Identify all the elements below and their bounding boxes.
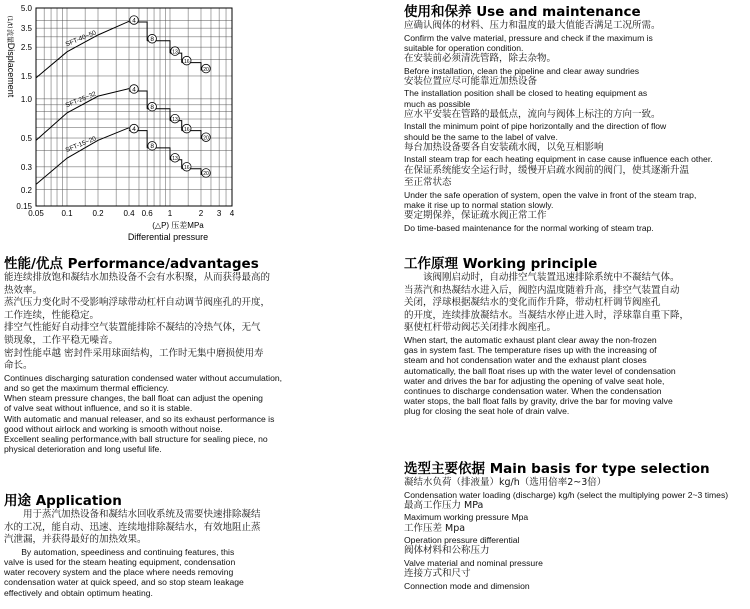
application-line: 汽泄漏，并获得最好的加热效果。 bbox=[4, 534, 147, 546]
displacement-chart bbox=[0, 0, 250, 246]
selection-line: Connection mode and dimension bbox=[404, 580, 530, 591]
series-name-label: SFT-25~32 bbox=[64, 90, 98, 110]
performance-line: 命长。 bbox=[4, 360, 33, 372]
series-name-label: SFT-15~20 bbox=[64, 135, 98, 154]
use-maintenance-section bbox=[404, 4, 746, 233]
use-line: 安装位置应尽可能靠近加热设备 bbox=[404, 75, 538, 87]
y-axis-label-units: (1/t) bbox=[6, 15, 13, 29]
series-line bbox=[36, 21, 129, 78]
orifice-marker-label: 8 bbox=[150, 104, 154, 112]
performance-line: 热效率。 bbox=[4, 284, 43, 296]
performance-title: 性能/优点 Performance/advantages bbox=[4, 256, 259, 272]
performance-line: Excellent sealing performance,with ball structure for sealing piece, no bbox=[4, 433, 268, 444]
application-line: valve is used for the steam heating equipment, condensation bbox=[4, 556, 236, 567]
performance-line: Continues discharging saturation condensed water without accumulation, bbox=[4, 372, 283, 383]
use-line: Do time-based maintenance for the normal working of steam trap. bbox=[404, 222, 654, 233]
y-tick-label: 1.5 bbox=[20, 71, 32, 81]
use-line: make it rise up to normal station slowly. bbox=[404, 199, 554, 210]
performance-line: 锁现象，工作平稳无噪音。 bbox=[4, 334, 119, 346]
orifice-marker-label: 16 bbox=[183, 58, 190, 65]
y-tick-label: 0.2 bbox=[20, 185, 32, 195]
orifice-marker-label: 13 bbox=[172, 49, 178, 56]
marker-step-line bbox=[129, 91, 147, 109]
use-line: Confirm the valve material, pressure and check if the maximum is bbox=[404, 32, 653, 43]
orifice-marker-label: 8 bbox=[150, 143, 154, 151]
x-tick-label: 1 bbox=[167, 209, 173, 218]
y-axis-label-en: Displacement bbox=[6, 42, 16, 98]
x-axis-label-en: Differential pressure bbox=[127, 232, 209, 242]
orifice-marker-label: 4 bbox=[132, 125, 136, 133]
application-section bbox=[4, 493, 304, 598]
use-line: 至正常状态 bbox=[404, 177, 452, 189]
orifice-marker-label: 8 bbox=[150, 36, 154, 44]
application-line: effectively and obtain optimum heating. bbox=[4, 587, 153, 598]
y-tick-label: 0.3 bbox=[20, 162, 32, 172]
working-line: continues to discharge condensation water. When the condensation bbox=[404, 385, 662, 396]
orifice-marker-label: 4 bbox=[132, 17, 136, 25]
working-line: 的开度，连续排放凝结水。当凝结水停止进入时，浮球靠自重下降， bbox=[404, 309, 690, 321]
performance-line: When steam pressure changes, the ball float can adjust the opening bbox=[4, 393, 263, 404]
y-axis-label-zh: 流量 bbox=[6, 29, 14, 43]
orifice-marker-label: 20 bbox=[203, 171, 209, 178]
working-principle-section bbox=[404, 256, 746, 417]
use-line: should be the same to the label of valve. bbox=[404, 131, 558, 142]
performance-body bbox=[4, 272, 304, 454]
performance-line: and so get the maximum thermal efficiency. bbox=[4, 382, 169, 393]
performance-section bbox=[4, 256, 304, 454]
working-line: plug for closing the seat hole of drain valve. bbox=[404, 406, 570, 417]
use-maintenance-title: 使用和保养 Use and maintenance bbox=[404, 4, 641, 20]
working-line: 驱使杠杆带动阀芯关闭排水阀座孔。 bbox=[404, 322, 557, 334]
series-line bbox=[36, 128, 129, 185]
selection-line: Maximum working pressure Mpa bbox=[404, 512, 529, 523]
selection-line: Operation pressure differential bbox=[404, 535, 520, 546]
working-line: 关闭，浮球根据凝结水的变化而作升降，带动杠杆调节阀座孔 bbox=[404, 297, 661, 309]
type-selection-section bbox=[404, 461, 746, 591]
application-line: By automation, speediness and continuing features, this bbox=[4, 546, 235, 557]
use-line: Before installation, clean the pipeline and clear away sundries bbox=[404, 65, 640, 76]
working-line: steam and hot condensation water and the exhaust plant closes bbox=[404, 355, 647, 366]
orifice-marker-label: 16 bbox=[183, 126, 190, 133]
x-tick-label: 0.6 bbox=[141, 209, 153, 218]
orifice-marker-label: 4 bbox=[132, 86, 136, 94]
performance-line: 能连续排放饱和凝结水加热设备不会有水积聚，从而获得最高的 bbox=[4, 272, 271, 283]
working-line: water stops, the ball float falls by gravity, drive the bar for moving valve bbox=[404, 396, 673, 407]
series-name-label: SFT-40~50 bbox=[64, 29, 98, 49]
use-line: 每台加热设备要各自安装疏水阀，以免互相影响 bbox=[404, 141, 604, 153]
y-tick-label: 2.5 bbox=[20, 43, 32, 53]
selection-line: Condensation water loading (discharge) kg/h (select the multiplying power 2~3 times) bbox=[404, 489, 729, 500]
use-line: 应确认阀体的材料、压力和温度的最大值能否满足工况所需。 bbox=[404, 20, 661, 31]
performance-line: 密封性能卓越 密封件采用球面结构，工作时无集中磨损使用寿 bbox=[4, 347, 264, 359]
marker-step-line bbox=[129, 22, 147, 41]
use-line: Install steam trap for each heating equipment in case cause influence each other. bbox=[404, 154, 713, 165]
use-line: 在安装前必须清洗管路，除去杂物。 bbox=[404, 53, 557, 64]
y-tick-label: 3.5 bbox=[20, 24, 32, 34]
y-tick-label: 0.15 bbox=[16, 202, 32, 211]
selection-line: 连接方式和尺寸 bbox=[404, 568, 471, 580]
working-line: 当蒸汽和热凝结水进入后，阀腔内温度随着升高，排空气装置自动 bbox=[404, 284, 680, 296]
x-axis-label-zh: (△P) 压差MPa bbox=[152, 221, 204, 230]
selection-line: Valve material and nominal pressure bbox=[404, 557, 543, 568]
use-line: suitable for operation condition. bbox=[404, 42, 524, 53]
performance-line: physical deterioration and long useful life. bbox=[4, 444, 162, 455]
use-line: The installation position shall be closed to heating equipment as bbox=[404, 88, 648, 99]
performance-line: 蒸汽压力变化时不受影响浮球带动杠杆自动调节阀座孔的开度， bbox=[4, 297, 271, 309]
use-maintenance-body bbox=[404, 20, 746, 233]
type-selection-title: 选型主要依据 Main basis for type selection bbox=[404, 461, 710, 477]
type-selection-body bbox=[404, 477, 746, 591]
application-title: 用途 Application bbox=[4, 493, 122, 509]
working-line: gas in system fast. The temperature rises up with the increasing of bbox=[404, 345, 657, 356]
use-line: 在保证系统能安全运行时，缓慢开启疏水阀前的阀门，使其逐渐升温 bbox=[404, 164, 690, 176]
application-line: 用于蒸汽加热设备和凝结水回收系统及需要快速排除凝结 bbox=[4, 509, 261, 520]
application-body bbox=[4, 509, 304, 598]
selection-line: 阀体材料和公称压力 bbox=[404, 545, 490, 557]
orifice-marker-label: 13 bbox=[172, 116, 178, 123]
application-line: 水的工况，能自动、迅速、连续地排除凝结水，有效地阻止蒸 bbox=[4, 521, 261, 533]
performance-line: 排空气性能好自动排空气装置能排除不凝结的冷热气体，无气 bbox=[4, 322, 261, 334]
x-tick-label: 0.1 bbox=[61, 209, 73, 218]
x-tick-label: 0.2 bbox=[92, 209, 104, 218]
working-line: 该阀刚启动时，自动排空气装置迅速排除系统中不凝结气体。 bbox=[404, 272, 680, 283]
working-principle-title: 工作原理 Working principle bbox=[404, 256, 598, 272]
performance-line: good without airlock and working is smooth without noise. bbox=[4, 423, 223, 434]
x-tick-label: 0.4 bbox=[123, 209, 135, 218]
working-principle-body bbox=[404, 272, 746, 417]
performance-line: 工作连续，性能稳定。 bbox=[4, 309, 100, 321]
use-line: much as possible bbox=[404, 98, 471, 109]
application-line: water recovery system and the place where needs removing bbox=[4, 567, 234, 578]
y-tick-label: 0.5 bbox=[20, 134, 32, 144]
orifice-marker-label: 20 bbox=[203, 135, 209, 142]
marker-step-line bbox=[129, 131, 147, 148]
application-line: condensation water at quick speed, and so stop steam leakage bbox=[4, 577, 244, 588]
use-line: 应水平安装在管路的最低点，流向与阀体上标注的方向一致。 bbox=[404, 108, 661, 120]
y-tick-label: 5.0 bbox=[20, 4, 32, 13]
x-tick-label: 4 bbox=[229, 209, 235, 218]
x-tick-label: 0.05 bbox=[28, 209, 44, 218]
working-line: When start, the automatic exhaust plant clear away the non-frozen bbox=[404, 334, 657, 345]
use-line: Install the minimum point of pipe horizontally and the direction of flow bbox=[404, 121, 667, 132]
working-line: automatically, the ball float rises up with the water level of condensation bbox=[404, 365, 676, 376]
working-line: water and drives the bar for adjusting the opening of valve seat hole, bbox=[404, 375, 665, 386]
y-tick-label: 1.0 bbox=[20, 94, 32, 104]
use-line: 要定期保养，保证疏水阀正常工作 bbox=[404, 210, 547, 222]
chart-svg bbox=[0, 0, 250, 246]
selection-line: 最高工作压力 MPa bbox=[404, 499, 484, 511]
x-tick-label: 2 bbox=[198, 209, 204, 218]
x-tick-label: 3 bbox=[216, 209, 222, 218]
orifice-marker-label: 13 bbox=[172, 156, 178, 163]
performance-line: With automatic and manual releaser, and so its exhaust performance is bbox=[4, 413, 275, 424]
orifice-marker-label: 16 bbox=[183, 165, 190, 172]
selection-line: 工作压差 Mpa bbox=[404, 522, 466, 534]
use-line: Under the safe operation of system, open the valve in front of the steam trap, bbox=[404, 189, 697, 200]
selection-line: 凝结水负荷（排液量）kg/h（选用倍率2~3倍） bbox=[404, 477, 607, 488]
orifice-marker-label: 20 bbox=[203, 66, 209, 73]
performance-line: of valve seat without influence, and so it is stable. bbox=[4, 403, 193, 414]
